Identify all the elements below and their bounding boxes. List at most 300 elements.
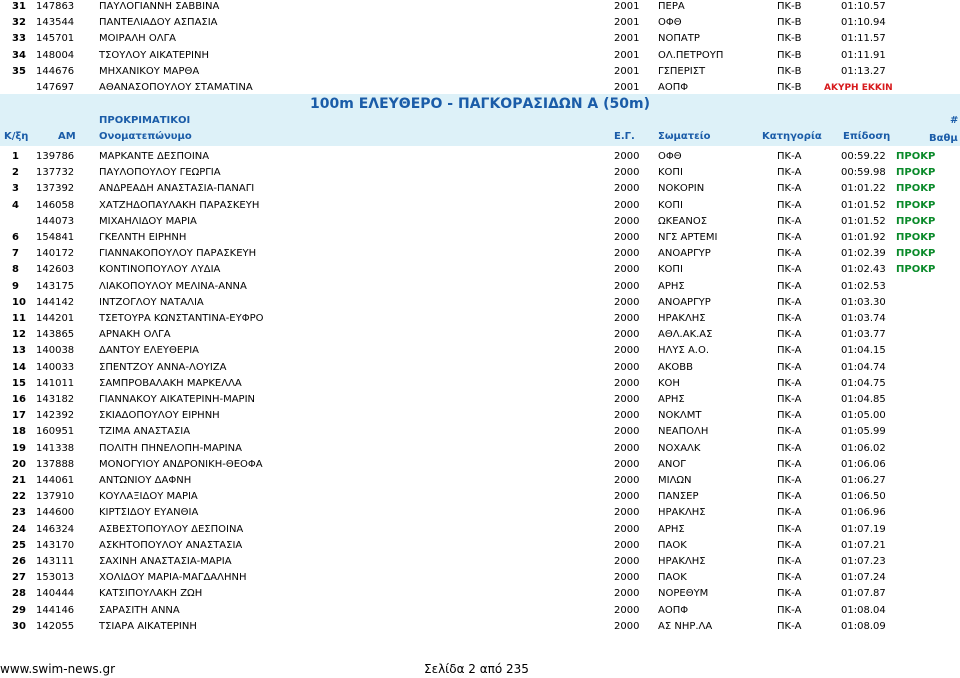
cell-name: ΛΙΑΚΟΠΟΥΛΟΥ ΜΕΛΙΝΑ-ΑΝΝΑ (99, 280, 247, 292)
cell-am: 143182 (36, 394, 75, 405)
heat-number-label: # (950, 115, 959, 126)
cell-name: ΜΑΡΚΑΝΤΕ ΔΕΣΠΟΙΝΑ (99, 151, 210, 162)
table-row (0, 506, 960, 521)
cell-time: 01:08.04 (841, 604, 886, 616)
cell-pos: 13 (12, 345, 26, 357)
cell-cat: ΠΚ-Α (777, 264, 802, 276)
cell-cat: ΠΚ-Α (777, 507, 802, 519)
cell-club: ΑΟΠΦ (658, 604, 689, 616)
table-row (0, 474, 960, 489)
cell-am: 142392 (36, 410, 75, 422)
footer-site: www.swim-news.gr (0, 662, 115, 676)
cell-eg: 2000 (614, 167, 640, 179)
cell-cat: ΠΚ-Α (777, 151, 802, 162)
cell-pos: 21 (12, 475, 26, 486)
cell-name: ΜΟΝΟΓΥΙΟΥ ΑΝΔΡΟΝΙΚΗ-ΘΕΟΦΑ (99, 458, 263, 470)
cell-note: ΠΡΟΚΡ (896, 183, 936, 195)
table-row (0, 32, 960, 47)
cell-time: 01:07.21 (841, 539, 886, 551)
cell-cat: ΠΚ-Α (777, 539, 802, 551)
cell-time: 01:07.23 (841, 556, 886, 567)
table-row (0, 587, 960, 602)
table-row (0, 65, 960, 80)
cell-eg: 2000 (614, 556, 640, 567)
cell-pos: 25 (12, 539, 26, 551)
heat-label: ΠΡΟΚΡΙΜΑΤΙΚΟΙ (99, 115, 191, 126)
cell-name: ΤΣΕΤΟΥΡΑ ΚΩΝΣΤΑΝΤΙΝΑ-ΕΥΦΡΟ (99, 313, 264, 324)
table-row (0, 81, 960, 96)
cell-am: 140033 (36, 361, 75, 373)
cell-eg: 2000 (614, 442, 640, 454)
cell-am: 143170 (36, 539, 75, 551)
cell-name: ΚΟΝΤΙΝΟΠΟΥΛΟΥ ΛΥΔΙΑ (99, 264, 221, 276)
cell-eg: 2001 (614, 49, 640, 61)
table-row (0, 344, 960, 359)
cell-club: ΗΛΥΣ Α.Ο. (658, 345, 710, 357)
cell-cat: ΠΚ-Α (777, 232, 802, 243)
col-header-time: Επίδοση (843, 131, 891, 142)
cell-cat: ΠΚ-Α (777, 296, 802, 308)
cell-name: ΧΑΤΖΗΔΟΠΑΥΛΑΚΗ ΠΑΡΑΣΚΕΥΗ (99, 199, 260, 211)
cell-eg: 2001 (614, 65, 640, 77)
cell-club: ΚΟΠΙ (658, 199, 683, 211)
cell-am: 142603 (36, 264, 75, 276)
table-row (0, 604, 960, 619)
cell-time: 01:02.53 (841, 280, 886, 292)
cell-pos: 31 (12, 1, 26, 12)
cell-pos: 28 (12, 588, 26, 600)
cell-name: ΑΝΤΩΝΙΟΥ ΔΑΦΝΗ (99, 475, 192, 486)
cell-cat: ΠΚ-Α (777, 248, 802, 260)
cell-pos: 11 (12, 313, 26, 324)
cell-club: ΜΙΛΩΝ (658, 475, 692, 486)
cell-club: ΝΟΚΟΡΙΝ (658, 183, 705, 195)
table-row (0, 361, 960, 376)
cell-am: 140038 (36, 345, 75, 357)
cell-eg: 2000 (614, 604, 640, 616)
cell-club: ΑΣ ΝΗΡ.ΛΑ (658, 620, 713, 632)
cell-am: 144142 (36, 296, 75, 308)
cell-eg: 2000 (614, 313, 640, 324)
cell-pos: 3 (12, 183, 19, 195)
cell-pos: 1 (12, 151, 19, 162)
cell-time: 00:59.98 (841, 167, 886, 179)
table-row (0, 215, 960, 230)
cell-eg: 2000 (614, 248, 640, 260)
cell-cat: ΠΚ-Α (777, 588, 802, 600)
cell-eg: 2001 (614, 1, 640, 12)
cell-name: ΣΠΕΝΤΖΟΥ ΑΝΝΑ-ΛΟΥΙΖΑ (99, 361, 227, 373)
cell-eg: 2000 (614, 410, 640, 422)
cell-cat: ΠΚ-Β (777, 1, 802, 12)
cell-name: ΔΑΝΤΟΥ ΕΛΕΥΘΕΡΙΑ (99, 345, 200, 357)
cell-time: 01:10.94 (841, 17, 886, 29)
cell-cat: ΠΚ-Β (777, 17, 802, 29)
cell-cat: ΠΚ-Β (777, 49, 802, 61)
cell-eg: 2000 (614, 377, 640, 389)
cell-cat: ΠΚ-Α (777, 183, 802, 195)
cell-am: 141338 (36, 442, 75, 454)
cell-name: ΠΑΥΛΟΠΟΥΛΟΥ ΓΕΩΡΓΙΑ (99, 167, 221, 179)
cell-eg: 2000 (614, 491, 640, 503)
cell-pos: 23 (12, 507, 26, 519)
cell-name: ΜΙΧΑΗΛΙΔΟΥ ΜΑΡΙΑ (99, 215, 197, 227)
cell-am: 145701 (36, 33, 75, 45)
cell-am: 144073 (36, 215, 75, 227)
cell-eg: 2001 (614, 33, 640, 45)
cell-pos: 7 (12, 248, 19, 260)
cell-time: 01:01.92 (841, 232, 886, 243)
cell-club: ΩΚΕΑΝΟΣ (658, 215, 708, 227)
cell-club: ΠΑΝΣΕΡ (658, 491, 699, 503)
cell-club: ΝΟΡΕΘΥΜ (658, 588, 709, 600)
cell-time: 01:04.74 (841, 361, 886, 373)
cell-club: ΗΡΑΚΛΗΣ (658, 313, 706, 324)
table-row (0, 199, 960, 214)
cell-name: ΓΙΑΝΝΑΚΟΠΟΥΛΟΥ ΠΑΡΑΣΚΕΥΗ (99, 248, 257, 260)
cell-am: 146324 (36, 523, 75, 535)
cell-time: 01:10.57 (841, 1, 886, 12)
cell-name: ΤΣΟΥΛΟΥ ΑΙΚΑΤΕΡΙΝΗ (99, 49, 209, 61)
cell-cat: ΠΚ-Α (777, 215, 802, 227)
cell-club: ΠΑΟΚ (658, 539, 687, 551)
table-row (0, 49, 960, 64)
cell-name: ΤΣΙΑΡΑ ΑΙΚΑΤΕΡΙΝΗ (99, 620, 197, 632)
cell-club: ΚΟΠΙ (658, 167, 683, 179)
cell-eg: 2000 (614, 361, 640, 373)
table-row (0, 328, 960, 343)
cell-club: ΑΡΗΣ (658, 394, 685, 405)
cell-note: ΠΡΟΚΡ (896, 264, 936, 276)
table-row (0, 425, 960, 440)
cell-pos: 6 (12, 232, 19, 243)
cell-time: 01:06.50 (841, 491, 886, 503)
cell-name: ΠΑΝΤΕΛΙΑΔΟΥ ΑΣΠΑΣΙΑ (99, 17, 218, 29)
cell-am: 143865 (36, 329, 75, 341)
cell-eg: 2000 (614, 394, 640, 405)
cell-note: ΠΡΟΚΡ (896, 167, 936, 179)
cell-time: 01:03.74 (841, 313, 886, 324)
cell-am: 160951 (36, 426, 75, 438)
cell-pos: 27 (12, 572, 26, 584)
cell-name: ΑΡΝΑΚΗ ΟΛΓΑ (99, 329, 171, 341)
cell-name: ΑΣΚΗΤΟΠΟΥΛΟΥ ΑΝΑΣΤΑΣΙΑ (99, 539, 243, 551)
cell-pos: 9 (12, 280, 19, 292)
cell-club: ΝΟΠΑΤΡ (658, 33, 700, 45)
cell-cat: ΠΚ-Α (777, 426, 802, 438)
cell-eg: 2000 (614, 296, 640, 308)
cell-pos: 8 (12, 264, 19, 276)
cell-pos: 14 (12, 361, 26, 373)
cell-time: 01:08.09 (841, 620, 886, 632)
cell-club: ΝΓΣ ΑΡΤΕΜΙ (658, 232, 718, 243)
cell-name: ΧΟΛΙΔΟΥ ΜΑΡΙΑ-ΜΑΓΔΑΛΗΝΗ (99, 572, 247, 584)
event-title: 100m ΕΛΕΥΘΕΡΟ - ΠΑΓΚΟΡΑΣΙΔΩΝ Α (50m) (310, 96, 650, 112)
cell-pos: 19 (12, 442, 26, 454)
table-row (0, 523, 960, 538)
cell-pos: 26 (12, 556, 26, 567)
cell-time: 01:11.57 (841, 33, 886, 45)
cell-name: ΑΝΔΡΕΑΔΗ ΑΝΑΣΤΑΣΙΑ-ΠΑΝΑΓΙ (99, 183, 255, 195)
cell-eg: 2000 (614, 264, 640, 276)
cell-time: 01:07.19 (841, 523, 886, 535)
cell-pos: 29 (12, 604, 26, 616)
cell-pos: 17 (12, 410, 26, 422)
cell-club: ΠΑΟΚ (658, 572, 687, 584)
cell-name: ΣΚΙΑΔΟΠΟΥΛΟΥ ΕΙΡΗΝΗ (99, 410, 220, 422)
cell-club: ΗΡΑΚΛΗΣ (658, 507, 706, 519)
cell-cat: ΠΚ-Α (777, 313, 802, 324)
cell-eg: 2000 (614, 426, 640, 438)
cell-time: 01:11.91 (841, 49, 886, 61)
cell-eg: 2000 (614, 475, 640, 486)
cell-name: ΚΙΡΤΣΙΔΟΥ ΕΥΑΝΘΙΑ (99, 507, 199, 519)
cell-club: ΚΟΗ (658, 377, 680, 389)
col-header-am: ΑΜ (58, 131, 76, 142)
cell-pos: 35 (12, 65, 26, 77)
cell-note: ΠΡΟΚΡ (896, 199, 936, 211)
cell-cat: ΠΚ-Α (777, 556, 802, 567)
cell-am: 142055 (36, 620, 75, 632)
cell-eg: 2001 (614, 17, 640, 29)
cell-cat: ΠΚ-Α (777, 604, 802, 616)
cell-eg: 2000 (614, 329, 640, 341)
cell-name: ΓΙΑΝΝΑΚΟΥ ΑΙΚΑΤΕΡΙΝΗ-ΜΑΡΙΝ (99, 394, 256, 405)
cell-am: 144676 (36, 65, 75, 77)
cell-time: 01:07.87 (841, 588, 886, 600)
table-row (0, 296, 960, 311)
cell-pos: 24 (12, 523, 26, 535)
cell-pos: 34 (12, 49, 26, 61)
table-row (0, 280, 960, 295)
cell-cat: ΠΚ-Α (777, 329, 802, 341)
cell-time: 01:01.52 (841, 199, 886, 211)
cell-note: ΠΡΟΚΡ (896, 248, 936, 260)
cell-club: ΝΟΧΑΛΚ (658, 442, 701, 454)
table-row (0, 247, 960, 262)
cell-eg: 2000 (614, 151, 640, 162)
cell-cat: ΠΚ-Α (777, 345, 802, 357)
cell-note: ΑΚΥΡΗ ΕΚΚΙΝ (824, 83, 893, 93)
cell-cat: ΠΚ-Α (777, 620, 802, 632)
cell-time: 01:01.22 (841, 183, 886, 195)
table-row (0, 263, 960, 278)
cell-eg: 2000 (614, 588, 640, 600)
table-row (0, 150, 960, 165)
cell-time: 00:59.22 (841, 151, 886, 162)
cell-eg: 2000 (614, 280, 640, 292)
cell-eg: 2000 (614, 620, 640, 632)
cell-pos: 30 (12, 620, 26, 632)
table-row (0, 16, 960, 31)
cell-time: 01:06.96 (841, 507, 886, 519)
cell-time: 01:03.30 (841, 296, 886, 308)
cell-note: ΠΡΟΚΡ (896, 215, 936, 227)
cell-pos: 10 (12, 296, 26, 308)
cell-am: 137732 (36, 167, 75, 179)
cell-eg: 2001 (614, 82, 640, 93)
cell-note: ΠΡΟΚΡ (896, 232, 936, 243)
cell-cat: ΠΚ-Α (777, 167, 802, 179)
cell-am: 153013 (36, 572, 75, 584)
cell-club: ΚΟΠΙ (658, 264, 683, 276)
cell-am: 140444 (36, 588, 75, 600)
cell-am: 139786 (36, 151, 75, 162)
cell-club: ΑΡΗΣ (658, 280, 685, 292)
cell-cat: ΠΚ-Α (777, 523, 802, 535)
table-row (0, 490, 960, 505)
cell-am: 143175 (36, 280, 75, 292)
cell-am: 144600 (36, 507, 75, 519)
cell-pos: 32 (12, 17, 26, 29)
cell-cat: ΠΚ-Β (777, 82, 802, 93)
cell-cat: ΠΚ-Α (777, 572, 802, 584)
table-row (0, 166, 960, 181)
cell-am: 144201 (36, 313, 75, 324)
cell-name: ΣΑΧΙΝΗ ΑΝΑΣΤΑΣΙΑ-ΜΑΡΙΑ (99, 556, 232, 567)
table-row (0, 409, 960, 424)
table-row (0, 312, 960, 327)
cell-club: ΑΟΠΦ (658, 82, 689, 93)
cell-time: 01:05.99 (841, 426, 886, 438)
col-header-birth-year: Ε.Γ. (614, 131, 635, 142)
cell-club: ΠΕΡΑ (658, 1, 685, 12)
table-row (0, 0, 960, 15)
cell-pos: 4 (12, 199, 19, 211)
footer-page-number: Σελίδα 2 από 235 (424, 662, 529, 676)
cell-pos: 20 (12, 458, 26, 470)
cell-am: 140172 (36, 248, 75, 260)
table-row (0, 458, 960, 473)
cell-cat: ΠΚ-Α (777, 199, 802, 211)
cell-time: 01:06.02 (841, 442, 886, 454)
cell-cat: ΠΚ-Α (777, 280, 802, 292)
cell-eg: 2000 (614, 458, 640, 470)
cell-pos: 2 (12, 167, 19, 179)
cell-cat: ΠΚ-Α (777, 475, 802, 486)
cell-eg: 2000 (614, 345, 640, 357)
cell-club: ΝΕΑΠΟΛΗ (658, 426, 709, 438)
cell-cat: ΠΚ-Α (777, 394, 802, 405)
cell-name: ΠΑΥΛΟΓΙΑΝΝΗ ΣΑΒΒΙΝΑ (99, 1, 220, 12)
cell-club: ΑΝΟΑΡΓΥΡ (658, 248, 711, 260)
cell-name: ΚΑΤΣΙΠΟΥΛΑΚΗ ΖΩΗ (99, 588, 203, 600)
cell-name: ΚΟΥΛΑΞΙΔΟΥ ΜΑΡΙΑ (99, 491, 198, 503)
cell-am: 141011 (36, 377, 75, 389)
cell-club: ΑΚΟΒΒ (658, 361, 693, 373)
cell-time: 01:02.43 (841, 264, 886, 276)
cell-eg: 2000 (614, 215, 640, 227)
cell-cat: ΠΚ-Α (777, 377, 802, 389)
cell-time: 01:02.39 (841, 248, 886, 260)
cell-cat: ΠΚ-Α (777, 361, 802, 373)
cell-club: ΟΛ.ΠΕΤΡΟΥΠ (658, 49, 724, 61)
cell-name: ΑΣΒΕΣΤΟΠΟΥΛΟΥ ΔΕΣΠΟΙΝΑ (99, 523, 244, 535)
cell-eg: 2000 (614, 539, 640, 551)
cell-am: 147863 (36, 1, 75, 12)
table-row (0, 442, 960, 457)
cell-am: 154841 (36, 232, 75, 243)
cell-club: ΑΡΗΣ (658, 523, 685, 535)
cell-am: 143544 (36, 17, 75, 29)
cell-cat: ΠΚ-Β (777, 65, 802, 77)
cell-club: ΟΦΘ (658, 151, 682, 162)
cell-eg: 2000 (614, 523, 640, 535)
cell-club: ΗΡΑΚΛΗΣ (658, 556, 706, 567)
cell-am: 147697 (36, 82, 75, 93)
cell-cat: ΠΚ-Β (777, 33, 802, 45)
cell-name: ΠΟΛΙΤΗ ΠΗΝΕΛΟΠΗ-ΜΑΡΙΝΑ (99, 442, 242, 454)
cell-club: ΝΟΚΛΜΤ (658, 410, 702, 422)
table-row (0, 231, 960, 246)
cell-cat: ΠΚ-Α (777, 410, 802, 422)
cell-time: 01:06.27 (841, 475, 886, 486)
cell-time: 01:04.85 (841, 394, 886, 405)
col-header-name: Ονοματεπώνυμο (99, 131, 192, 142)
cell-pos: 15 (12, 377, 26, 389)
cell-club: ΑΘΛ.ΑΚ.ΑΣ (658, 329, 713, 341)
cell-cat: ΠΚ-Α (777, 458, 802, 470)
cell-pos: 12 (12, 329, 26, 341)
cell-club: ΑΝΟΑΡΓΥΡ (658, 296, 711, 308)
cell-am: 137910 (36, 491, 75, 503)
col-header-club: Σωματείο (658, 131, 711, 142)
cell-name: ΓΚΕΛΝΤΗ ΕΙΡΗΝΗ (99, 232, 187, 243)
cell-eg: 2000 (614, 232, 640, 243)
cell-time: 01:04.75 (841, 377, 886, 389)
cell-pos: 22 (12, 491, 26, 503)
cell-pos: 18 (12, 426, 26, 438)
cell-pos: 16 (12, 394, 26, 405)
col-header-position: Κ/ξη (4, 131, 29, 142)
cell-time: 01:13.27 (841, 65, 886, 77)
cell-time: 01:04.15 (841, 345, 886, 357)
cell-name: ΣΑΜΠΡΟΒΑΛΑΚΗ ΜΑΡΚΕΛΛΑ (99, 377, 242, 389)
col-header-category: Κατηγορία (762, 131, 822, 142)
table-row (0, 571, 960, 586)
cell-eg: 2000 (614, 507, 640, 519)
cell-eg: 2000 (614, 572, 640, 584)
cell-time: 01:03.77 (841, 329, 886, 341)
cell-am: 144146 (36, 604, 75, 616)
cell-time: 01:07.24 (841, 572, 886, 584)
cell-pos: 33 (12, 33, 26, 45)
table-row (0, 620, 960, 635)
cell-time: 01:01.52 (841, 215, 886, 227)
table-row (0, 182, 960, 197)
cell-am: 148004 (36, 49, 75, 61)
cell-name: ΣΑΡΑΣΙΤΗ ΑΝΝΑ (99, 604, 180, 616)
cell-am: 144061 (36, 475, 75, 486)
cell-cat: ΠΚ-Α (777, 491, 802, 503)
table-row (0, 539, 960, 554)
cell-am: 137888 (36, 458, 75, 470)
cell-time: 01:06.06 (841, 458, 886, 470)
cell-name: ΙΝΤΖΟΓΛΟΥ ΝΑΤΑΛΙΑ (99, 296, 204, 308)
cell-am: 137392 (36, 183, 75, 195)
cell-name: ΤΖΙΜΑ ΑΝΑΣΤΑΣΙΑ (99, 426, 191, 438)
cell-eg: 2000 (614, 183, 640, 195)
cell-name: ΑΘΑΝΑΣΟΠΟΥΛΟΥ ΣΤΑΜΑΤΙΝΑ (99, 82, 253, 93)
cell-cat: ΠΚ-Α (777, 442, 802, 454)
cell-club: ΓΣΠΕΡΙΣΤ (658, 65, 706, 77)
cell-club: ΑΝΟΓ (658, 458, 686, 470)
table-row (0, 555, 960, 570)
cell-name: ΜΗΧΑΝΙΚΟΥ ΜΑΡΘΑ (99, 65, 200, 77)
cell-note: ΠΡΟΚΡ (896, 151, 936, 162)
cell-time: 01:05.00 (841, 410, 886, 422)
cell-club: ΟΦΘ (658, 17, 682, 29)
